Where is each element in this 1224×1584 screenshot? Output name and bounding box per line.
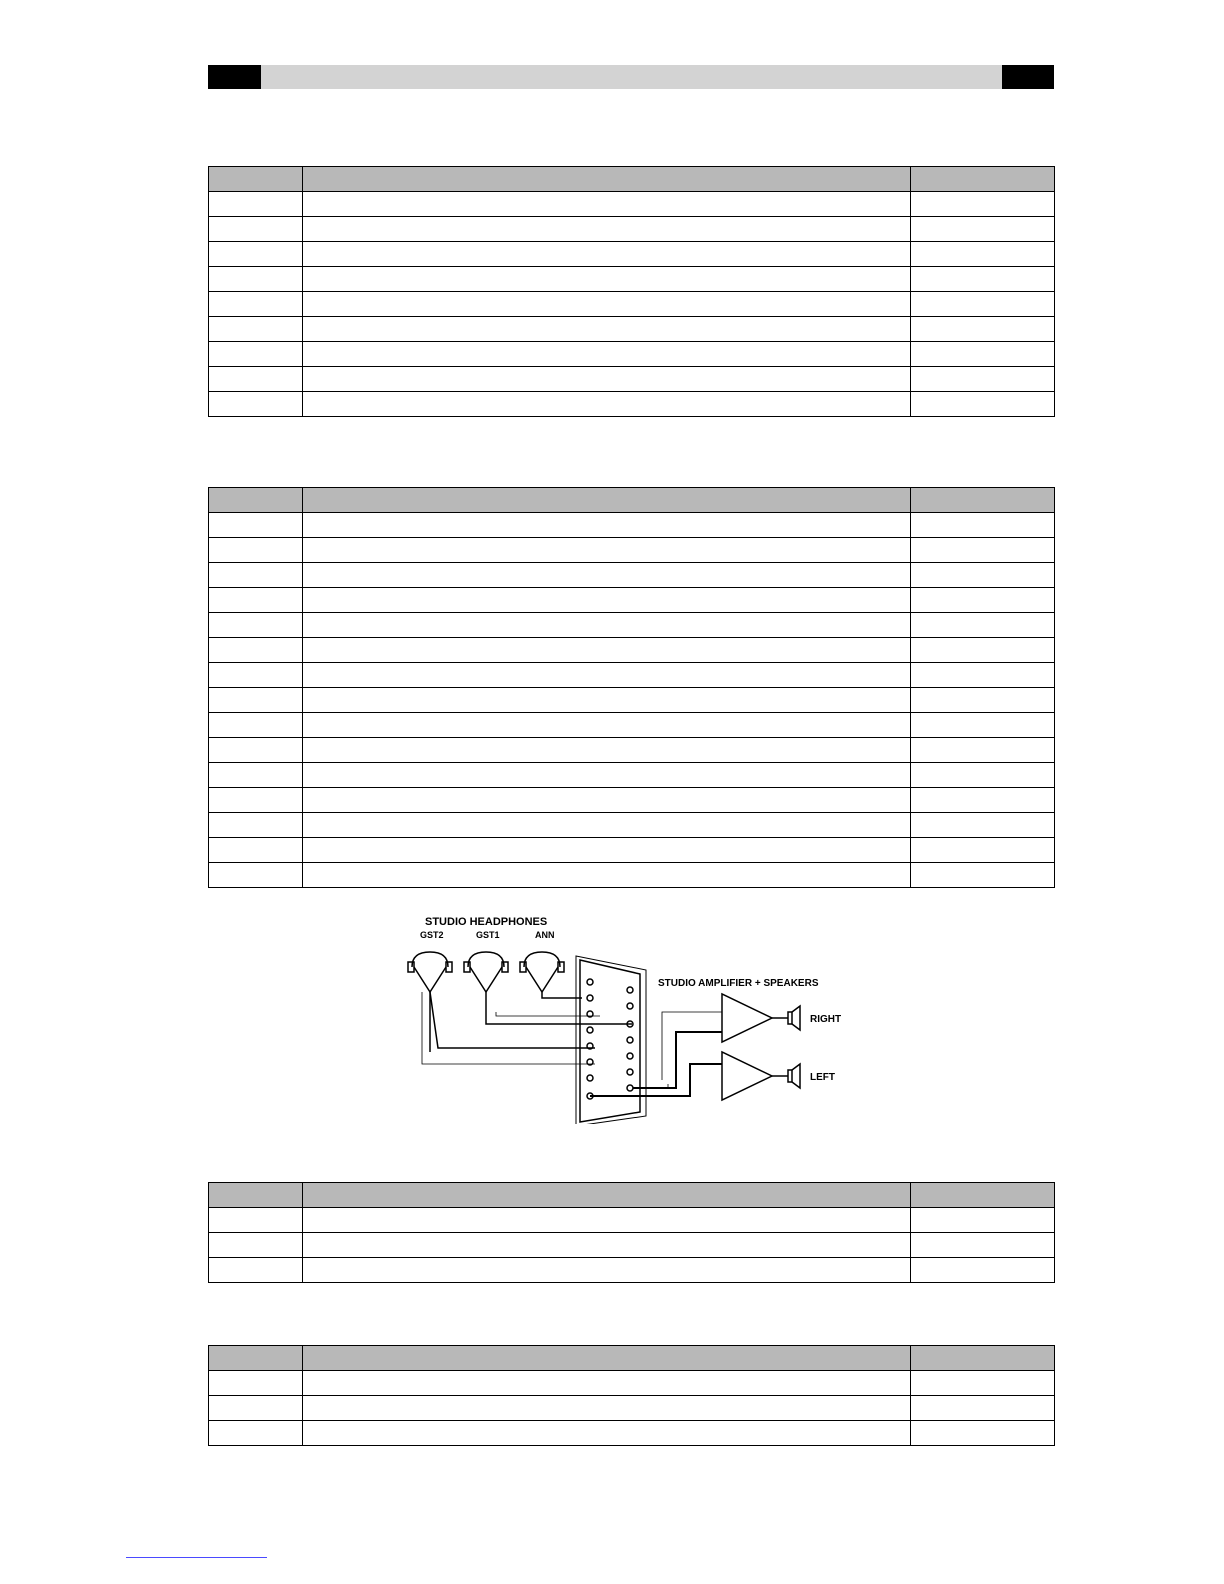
table-cell [911, 713, 1055, 738]
table-row [209, 342, 1055, 367]
table-row [209, 392, 1055, 417]
pinout-table-3 [208, 1182, 1055, 1283]
table-cell [209, 317, 303, 342]
right-speaker-label: RIGHT [810, 1014, 842, 1025]
table-cell [303, 863, 911, 888]
table-cell [911, 1233, 1055, 1258]
table-row [209, 192, 1055, 217]
table-body [209, 192, 1055, 417]
table-cell [209, 613, 303, 638]
table-cell [303, 663, 911, 688]
table-row [209, 563, 1055, 588]
table-cell [303, 1371, 911, 1396]
table-row [209, 513, 1055, 538]
table-cell [911, 317, 1055, 342]
table-header-row [209, 488, 1055, 513]
table-cell [303, 638, 911, 663]
table-row [209, 292, 1055, 317]
table-cell [911, 688, 1055, 713]
table-cell [911, 1258, 1055, 1283]
table-cell [209, 292, 303, 317]
table-cell [209, 1233, 303, 1258]
table-cell [209, 838, 303, 863]
table-body [209, 513, 1055, 888]
table-cell [209, 267, 303, 292]
table-cell [209, 588, 303, 613]
table-cell [209, 1396, 303, 1421]
table-header-row [209, 167, 1055, 192]
table-row [209, 713, 1055, 738]
table-cell [911, 663, 1055, 688]
table-row [209, 1258, 1055, 1283]
table-cell [209, 713, 303, 738]
page-header-bar [208, 65, 1054, 89]
table-row [209, 613, 1055, 638]
table-cell [209, 763, 303, 788]
table-cell [911, 267, 1055, 292]
table-row [209, 863, 1055, 888]
table-row [209, 242, 1055, 267]
table-cell [209, 788, 303, 813]
table-cell [209, 192, 303, 217]
table-row [209, 267, 1055, 292]
table-cell [911, 588, 1055, 613]
amplifier-label: STUDIO AMPLIFIER + SPEAKERS [658, 978, 819, 989]
header-left-block [208, 65, 261, 89]
table-cell [911, 763, 1055, 788]
table-cell [911, 1208, 1055, 1233]
table-cell [209, 563, 303, 588]
table-header-row [209, 1183, 1055, 1208]
table-cell [911, 217, 1055, 242]
table-row [209, 1396, 1055, 1421]
headphone-label-gst1: GST1 [476, 930, 500, 940]
table-cell [209, 342, 303, 367]
table-cell [303, 1233, 911, 1258]
diagram-title: STUDIO HEADPHONES [425, 916, 548, 928]
table-row [209, 788, 1055, 813]
table-cell [911, 513, 1055, 538]
table-row [209, 538, 1055, 563]
table-cell [303, 242, 911, 267]
table-cell [911, 1396, 1055, 1421]
table-cell [911, 1421, 1055, 1446]
table-row [209, 838, 1055, 863]
table-row [209, 688, 1055, 713]
table-cell [303, 1421, 911, 1446]
table-cell [209, 663, 303, 688]
table-cell [303, 317, 911, 342]
table-row [209, 317, 1055, 342]
table-cell [911, 292, 1055, 317]
table-body [209, 1208, 1055, 1283]
table-cell [911, 863, 1055, 888]
table-cell [911, 367, 1055, 392]
table-row [209, 1421, 1055, 1446]
table-row [209, 638, 1055, 663]
table-row [209, 367, 1055, 392]
table-cell [911, 1371, 1055, 1396]
left-speaker-label: LEFT [810, 1072, 835, 1083]
table-row [209, 1371, 1055, 1396]
table-row [209, 1233, 1055, 1258]
table-cell [209, 863, 303, 888]
table-cell [303, 588, 911, 613]
table-cell [303, 538, 911, 563]
pinout-table-4 [208, 1345, 1055, 1446]
table-cell [303, 713, 911, 738]
table-cell [911, 563, 1055, 588]
table-cell [209, 367, 303, 392]
table-cell [209, 688, 303, 713]
table-cell [209, 738, 303, 763]
table-cell [303, 1396, 911, 1421]
table-cell [209, 513, 303, 538]
table-cell [911, 838, 1055, 863]
table-cell [303, 1258, 911, 1283]
table-cell [209, 1371, 303, 1396]
table-row [209, 663, 1055, 688]
table-cell [303, 267, 911, 292]
table-cell [303, 192, 911, 217]
table-row [209, 738, 1055, 763]
table-header-row [209, 1346, 1055, 1371]
table-cell [209, 638, 303, 663]
table-cell [911, 538, 1055, 563]
headphone-label-gst2: GST2 [420, 930, 444, 940]
headphone-label-ann: ANN [535, 930, 555, 940]
table-body [209, 1371, 1055, 1446]
wiring-diagram [400, 912, 870, 1124]
table-cell [303, 788, 911, 813]
table-cell [911, 638, 1055, 663]
table-cell [911, 613, 1055, 638]
table-cell [209, 217, 303, 242]
table-cell [209, 1258, 303, 1283]
table-cell [303, 738, 911, 763]
table-cell [303, 367, 911, 392]
table-cell [303, 292, 911, 317]
table-cell [303, 838, 911, 863]
table-cell [303, 342, 911, 367]
table-cell [911, 788, 1055, 813]
table-cell [911, 192, 1055, 217]
table-cell [911, 813, 1055, 838]
pinout-table-2 [208, 487, 1055, 888]
table-row [209, 813, 1055, 838]
table-cell [209, 242, 303, 267]
table-row [209, 217, 1055, 242]
table-cell [911, 392, 1055, 417]
table-cell [303, 813, 911, 838]
table-cell [303, 217, 911, 242]
table-cell [303, 513, 911, 538]
table-cell [209, 1208, 303, 1233]
footer-link-underline[interactable] [126, 1557, 267, 1558]
table-cell [303, 392, 911, 417]
table-cell [303, 613, 911, 638]
table-cell [303, 688, 911, 713]
header-right-block [1002, 65, 1054, 89]
table-row [209, 1208, 1055, 1233]
pinout-table-1 [208, 166, 1055, 417]
table-cell [303, 1208, 911, 1233]
table-cell [303, 763, 911, 788]
table-cell [911, 242, 1055, 267]
table-cell [209, 392, 303, 417]
table-cell [303, 563, 911, 588]
table-cell [209, 538, 303, 563]
table-cell [209, 813, 303, 838]
table-row [209, 588, 1055, 613]
table-cell [911, 342, 1055, 367]
table-cell [209, 1421, 303, 1446]
table-cell [911, 738, 1055, 763]
table-row [209, 763, 1055, 788]
